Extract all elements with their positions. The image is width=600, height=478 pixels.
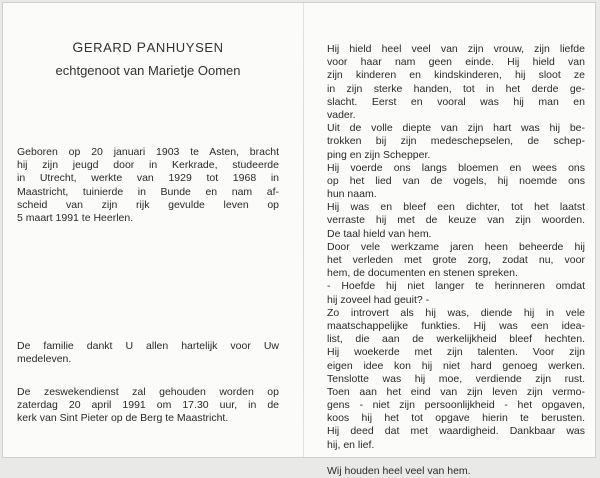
tribute-line: maatschappelijke funkties. Hij was een idea- (327, 319, 585, 332)
tribute-line: Hij deed dat met waardigheid. Dankbaar was (327, 425, 585, 438)
tribute-line: ping en zijn Schepper. (327, 148, 431, 161)
thanks-paragraph (17, 340, 279, 366)
service-paragraph (17, 386, 279, 426)
tribute-line: Hij voerde ons langs bloemen en wees ons (327, 161, 585, 174)
spouse-subtitle: echtgenoot van Marietje Oomen (55, 63, 241, 78)
tribute-line: hun naam. (327, 188, 377, 201)
memorial-card (2, 2, 596, 477)
tribute-line: verraste hij met de keuze van zijn woorden. (327, 214, 585, 227)
tribute-line: gens - niet zijn persoonlijkheid - het opgaven, (327, 399, 585, 412)
deceased-name: GERARD PANHUYSEN (72, 39, 224, 55)
tribute-line: hij, en lief. (327, 438, 375, 451)
tribute-line: zijn kinderen en kindskinderen, hij sloot ze (327, 69, 585, 82)
tribute-line: Door vele werkzame jaren heen beheerde hij (327, 240, 585, 253)
bio-line: 5 maart 1991 te Heerlen. (17, 211, 134, 224)
tribute-line: vader. (327, 108, 356, 121)
bio-line: hij zijn jeugd door in Kerkrade, studeerde (17, 159, 279, 172)
tribute-line: Zo introvert als hij was, diende hij in vele (327, 306, 585, 319)
thanks-line: medeleven. (17, 353, 72, 366)
center-fold (303, 3, 304, 457)
tribute-text (327, 43, 585, 478)
bio-line: Geboren op 20 januari 1903 te Asten, bracht (17, 146, 279, 158)
tribute-line: in zijn sterke handen, tot in het derde ge- (327, 82, 585, 95)
tribute-line: op het lied van de vogels, hij noemde ons (327, 174, 585, 187)
tribute-line: trokken bij zijn medeschepselen, de schep- (327, 135, 585, 148)
tribute-line: Hij was en bleef een dichter, tot het laatst (327, 201, 585, 214)
bio-line: Maastricht, tuinierde in Bunde en nam af- (17, 185, 279, 198)
tribute-line: eigen idee kon hij niet hard genoeg werken. (327, 359, 585, 372)
bio-line: in Utrecht, werkte van 1929 tot 1968 in (17, 172, 279, 185)
tribute-line: koos hij het tot opgave hierin te berusten. (327, 412, 585, 425)
tribute-line: Toen aan het eind van zijn leven zijn vermo- (327, 385, 585, 398)
closing-line: Wij houden heel veel van hem. (327, 465, 471, 477)
tribute-line: voor haar nam geen einde. Hij hield van (327, 56, 585, 69)
tribute-line: - Hoefde hij niet langer te herinneren omdat (327, 280, 585, 293)
tribute-line: list, die aan de werkelijkheid bleef hechten. (327, 333, 585, 346)
service-line: De zeswekendienst zal gehouden worden op (17, 386, 279, 398)
biography-paragraph (17, 146, 279, 225)
tribute-line: Hij woekerde met zijn talenten. Voor zijn (327, 346, 585, 359)
service-line: zaterdag 20 april 1991 om 17.30 uur, in de (17, 399, 279, 412)
tribute-line: slacht. Eerst en vooral was hij man en (327, 95, 585, 108)
tribute-line: Uit de volle diepte van zijn hart was hij be- (327, 122, 585, 135)
tribute-line: hij zoveel had geuit? - (327, 293, 430, 306)
tribute-line: Tenslotte was hij moe, verdiende zijn rust. (327, 372, 585, 385)
tribute-line: het verleden met grote zorg, zodat nu, voor (327, 254, 585, 266)
tribute-line: De taal hield van hem. (327, 227, 432, 240)
tribute-line: Hij hield heel veel van zijn vrouw, zijn liefde (327, 43, 585, 55)
tribute-line: hem, de documenten en stenen spreken. (327, 267, 518, 280)
service-line: kerk van Sint Pieter op de Berg te Maastricht. (17, 412, 229, 425)
thanks-line: De familie dankt U allen hartelijk voor Uw (17, 340, 279, 352)
bio-line: scheid van zijn rijk gevulde leven op (17, 198, 279, 211)
